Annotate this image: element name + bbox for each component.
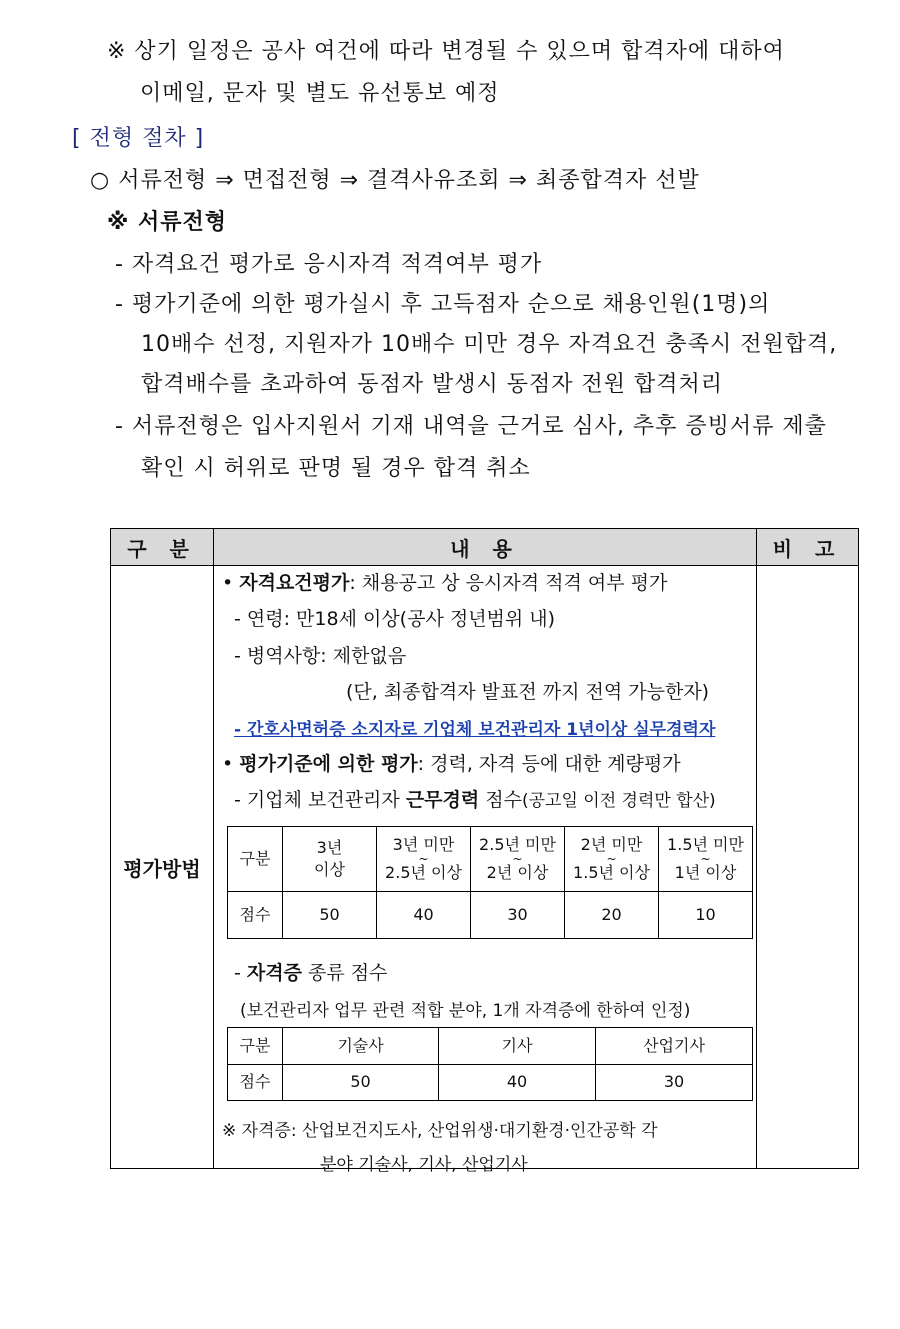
screening-bullet-2-cont-2: 합격배수를 초과하여 동점자 발생시 동점자 전원 합격처리 bbox=[141, 372, 724, 397]
cert-col: 기술사 bbox=[283, 1028, 439, 1065]
career-score-row bbox=[228, 892, 753, 939]
screening-bullet-1: - 자격요건 평가로 응시자격 적격여부 평가 bbox=[115, 252, 543, 277]
row-label-evaluation-method: 평가방법 bbox=[111, 566, 214, 1169]
career-score: 20 bbox=[565, 892, 659, 939]
footnote-line-1: ※ 자격증: 산업보건지도사, 산업위생·대기환경·인간공학 각 bbox=[222, 1121, 658, 1141]
qualification-item: • 자격요건평가: 채용공고 상 응시자격 적격 여부 평가 bbox=[222, 572, 668, 594]
career-label-score: 점수 bbox=[228, 892, 283, 939]
career-col: 2년 미만 ~ 1.5년 이상 bbox=[565, 827, 659, 892]
career-score: 50 bbox=[283, 892, 377, 939]
evaluation-table bbox=[110, 528, 859, 1175]
qualification-title: 자격요건평가 bbox=[239, 572, 350, 594]
cert-note: (보건관리자 업무 관련 적합 분야, 1개 자격증에 한하여 인정) bbox=[240, 1001, 691, 1021]
career-bold: 근무경력 bbox=[405, 789, 480, 811]
evaluation-item: • 평가기준에 의한 평가: 경력, 자격 등에 대한 계량평가 bbox=[222, 753, 681, 775]
remark-cell bbox=[757, 566, 859, 1169]
nurse-requirement: - 간호사면허증 소지자로 기업체 보건관리자 1년이상 실무경력자 bbox=[234, 720, 716, 740]
cert-label-score: 점수 bbox=[228, 1064, 283, 1101]
evaluation-text: : 경력, 자격 등에 대한 계량평가 bbox=[417, 753, 681, 775]
cert-label-head: 구분 bbox=[228, 1028, 283, 1065]
cert-col: 기사 bbox=[439, 1028, 596, 1065]
cert-score: 40 bbox=[439, 1064, 596, 1101]
career-col: 3년 미만 ~ 2.5년 이상 bbox=[377, 827, 471, 892]
military-note: (단, 최종합격자 발표전 까지 전역 가능한자) bbox=[346, 681, 710, 703]
career-post: 점수 bbox=[479, 789, 522, 811]
intro-note-line-1: ※ 상기 일정은 공사 여건에 따라 변경될 수 있으며 합격자에 대하여 bbox=[107, 39, 785, 64]
cert-score: 50 bbox=[283, 1064, 439, 1101]
career-score: 10 bbox=[659, 892, 753, 939]
cert-score-line: - 자격증 종류 점수 bbox=[234, 962, 388, 984]
career-header-row bbox=[228, 827, 753, 892]
age-requirement: - 연령: 만18세 이상(공사 정년범위 내) bbox=[234, 608, 556, 630]
career-col: 2.5년 미만 ~ 2년 이상 bbox=[471, 827, 565, 892]
military-requirement: - 병역사항: 제한없음 bbox=[234, 645, 407, 667]
career-label-head: 구분 bbox=[228, 827, 283, 892]
cert-score-row bbox=[228, 1064, 753, 1101]
header-remark: 비 고 bbox=[757, 529, 859, 566]
qualification-text: : 채용공고 상 응시자격 적격 여부 평가 bbox=[349, 572, 668, 594]
cert-score: 30 bbox=[596, 1064, 753, 1101]
career-note: (공고일 이전 경력만 합산) bbox=[521, 791, 716, 811]
career-col: 1.5년 미만 ~ 1년 이상 bbox=[659, 827, 753, 892]
career-score-line bbox=[234, 785, 716, 812]
cert-bold: 자격증 bbox=[246, 962, 302, 984]
section-heading: [ 전형 절차 ] bbox=[72, 126, 205, 151]
screening-bullet-2: - 평가기준에 의한 평가실시 후 고득점자 순으로 채용인원(1명)의 bbox=[115, 292, 771, 317]
table-header-row bbox=[111, 529, 859, 566]
screening-bullet-2-cont-1: 10배수 선정, 지원자가 10배수 미만 경우 자격요건 충족시 전원합격, bbox=[141, 332, 838, 357]
screening-bullet-3: - 서류전형은 입사지원서 기재 내역을 근거로 심사, 추후 증빙서류 제출 bbox=[115, 414, 827, 439]
cert-header-row bbox=[228, 1028, 753, 1065]
career-score: 30 bbox=[471, 892, 565, 939]
cert-col: 산업기사 bbox=[596, 1028, 753, 1065]
document-screening-heading: ※ 서류전형 bbox=[107, 210, 228, 235]
evaluation-title: 평가기준에 의한 평가 bbox=[239, 753, 418, 775]
cert-score-table bbox=[227, 1027, 753, 1101]
content-cell bbox=[214, 566, 757, 1175]
table-row bbox=[111, 566, 859, 1169]
process-flow: ○ 서류전형 ⇒ 면접전형 ⇒ 결격사유조회 ⇒ 최종합격자 선발 bbox=[90, 168, 700, 193]
header-content: 내 용 bbox=[214, 529, 757, 566]
career-pre: - 기업체 보건관리자 bbox=[234, 789, 406, 811]
footnote-line-2: 분야 기술사, 기사, 산업기사 bbox=[320, 1155, 528, 1175]
career-score-table bbox=[227, 826, 753, 939]
career-score: 40 bbox=[377, 892, 471, 939]
intro-note-line-2: 이메일, 문자 및 별도 유선통보 예정 bbox=[140, 81, 500, 106]
header-category: 구 분 bbox=[111, 529, 214, 566]
screening-bullet-3-cont: 확인 시 허위로 판명 될 경우 합격 취소 bbox=[141, 456, 531, 481]
career-col: 3년 이상 bbox=[283, 827, 377, 892]
